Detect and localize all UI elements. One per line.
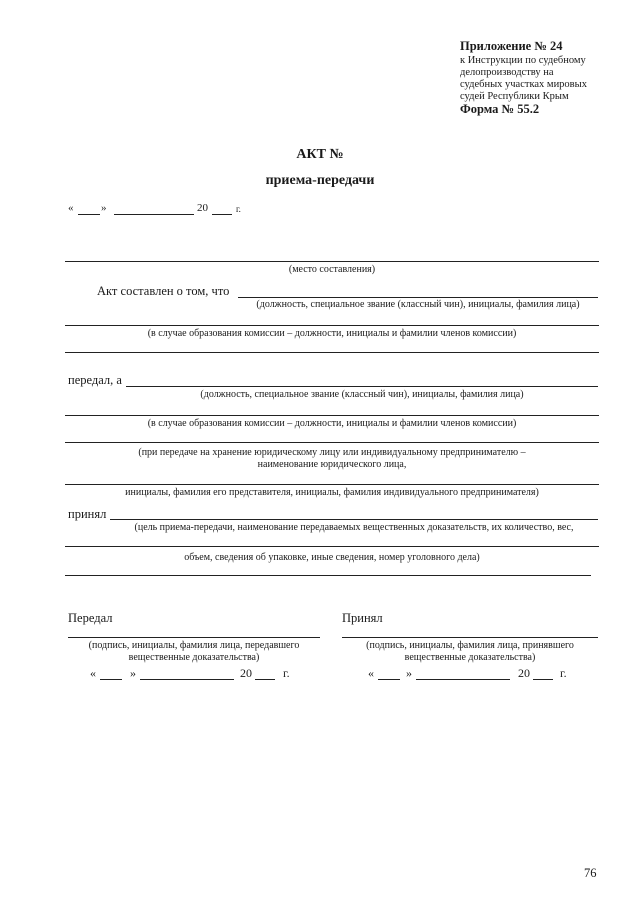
position-caption-2: (должность, специальное звание (классный чин), инициалы, фамилия лица) [200, 389, 524, 400]
signature-right-year-line [533, 679, 553, 680]
commission-line-2 [65, 352, 599, 353]
signature-left-caption-1: (подпись, инициалы, фамилия лица, передавшего [88, 640, 300, 651]
signature-left-month-line [140, 679, 234, 680]
accepted-label: принял [68, 507, 107, 521]
volume-line [65, 575, 591, 576]
header-line-3: судебных участках мировых [460, 79, 587, 90]
storage-caption-1: (при передаче на хранение юридическому лицу или индивидуальному предпринимателю – [138, 447, 526, 458]
act-compiled-line [238, 297, 598, 298]
date-month-line [114, 214, 194, 215]
signature-left-title: Передал [68, 611, 113, 625]
signature-left-day-line [100, 679, 122, 680]
signature-left-year-suffix: г. [283, 666, 290, 680]
signature-right-year-prefix: 20 [518, 666, 530, 680]
form-number: Форма № 55.2 [460, 102, 540, 116]
transferred-line [126, 386, 598, 387]
date-close-quote: » [101, 202, 107, 214]
header-line-4: судей Республики Крым [460, 91, 569, 102]
signature-left-caption-2: вещественные доказательства) [128, 652, 260, 663]
place-line [65, 261, 599, 262]
commission-line-4 [65, 442, 599, 443]
date-year-suffix: г. [236, 204, 241, 214]
signature-right-month-line [416, 679, 510, 680]
signature-right-title: Принял [342, 611, 383, 625]
position-caption-1: (должность, специальное звание (классный чин), инициалы, фамилия лица) [256, 299, 580, 310]
signature-left-open-quote: « [90, 666, 96, 680]
signature-left-year-line [255, 679, 275, 680]
act-subtitle: приема-передачи [265, 173, 375, 188]
act-compiled-label: Акт составлен о том, что [97, 284, 230, 298]
commission-line-1 [65, 325, 599, 326]
date-year-line [212, 214, 232, 215]
appendix-number: Приложение № 24 [460, 39, 563, 53]
signature-right-open-quote: « [368, 666, 374, 680]
place-caption: (место составления) [288, 264, 376, 275]
signature-left-close-quote: » [130, 666, 136, 680]
transferred-label: передал, а [68, 373, 122, 387]
signature-left-line [68, 637, 320, 638]
accepted-line [110, 519, 598, 520]
signature-right-day-line [378, 679, 400, 680]
signature-right-close-quote: » [406, 666, 412, 680]
page-number: 76 [584, 866, 597, 880]
date-year-prefix: 20 [197, 202, 208, 214]
signature-right-caption-2: вещественные доказательства) [404, 652, 536, 663]
signature-right-year-suffix: г. [560, 666, 567, 680]
purpose-caption: (цель приема-передачи, наименование передаваемых вещественных доказательств, их количество, вес, [134, 522, 574, 533]
header-line-1: к Инструкции по судебному [460, 55, 586, 66]
purpose-line [65, 546, 599, 547]
header-line-2: делопроизводству на [460, 67, 554, 78]
commission-line-3 [65, 415, 599, 416]
storage-caption-2: наименование юридического лица, [257, 459, 407, 470]
signature-left-year-prefix: 20 [240, 666, 252, 680]
storage-line [65, 484, 599, 485]
volume-caption: объем, сведения об упаковке, иные сведения, номер уголовного дела) [184, 552, 480, 563]
act-title: АКТ № [296, 147, 344, 162]
commission-caption-1: (в случае образования комиссии – должности, инициалы и фамилии членов комиссии) [147, 328, 517, 339]
signature-right-line [342, 637, 598, 638]
date-day-line [78, 214, 100, 215]
signature-right-caption-1: (подпись, инициалы, фамилия лица, принявшего [366, 640, 574, 651]
representative-caption: инициалы, фамилия его представителя, инициалы, фамилия индивидуального предпринимателя) [125, 487, 539, 498]
date-open-quote: « [68, 202, 74, 214]
commission-caption-2: (в случае образования комиссии – должности, инициалы и фамилии членов комиссии) [147, 418, 517, 429]
